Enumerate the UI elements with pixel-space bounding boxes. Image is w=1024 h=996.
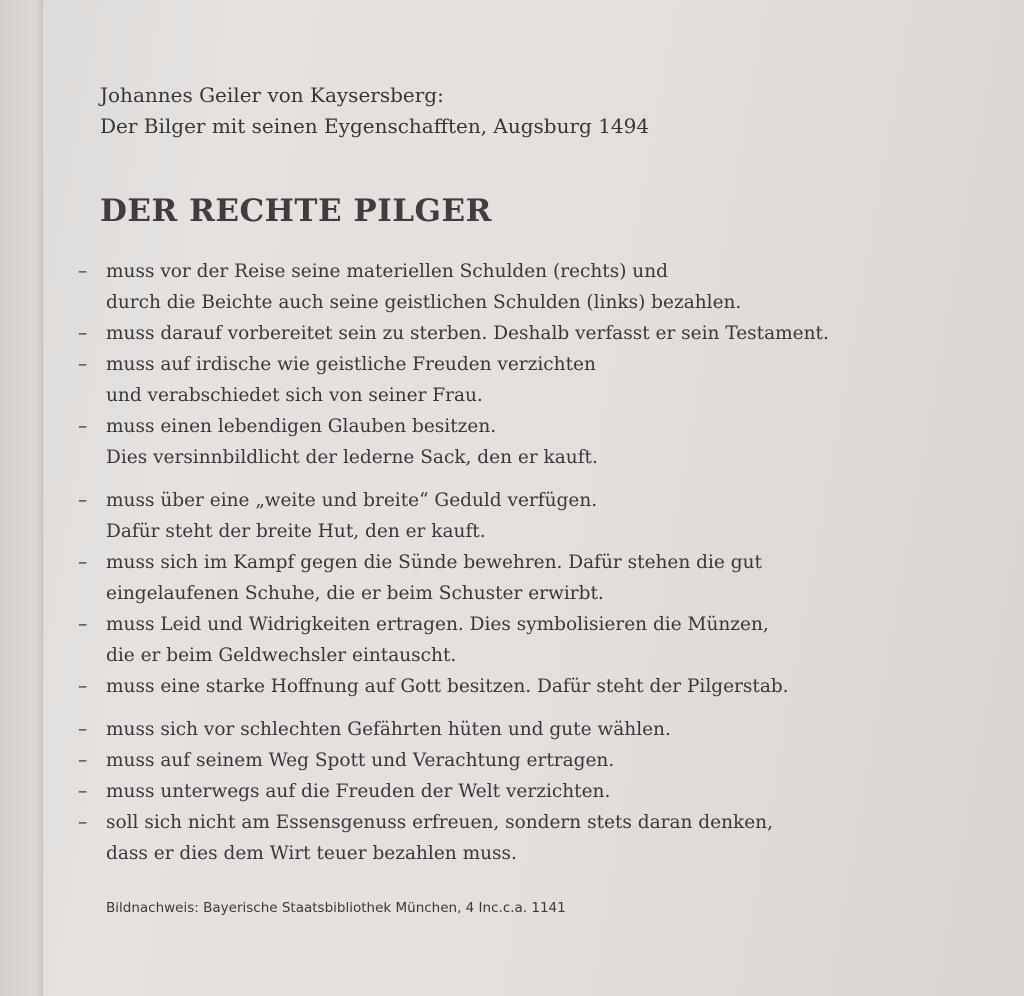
list-item <box>78 671 998 702</box>
list-item-line: muss auf irdische wie geistliche Freuden verzichten <box>106 354 596 375</box>
list-item <box>78 547 998 609</box>
list-item-line: dass er dies dem Wirt teuer bezahlen muss. <box>106 843 517 864</box>
panel-divider-line <box>42 0 43 996</box>
list-item <box>78 318 998 349</box>
list-item-line: soll sich nicht am Essensgenuss erfreuen, sondern stets daran denken, <box>106 812 773 833</box>
list-item-line: muss eine starke Hoffnung auf Gott besitzen. Dafür steht der Pilgerstab. <box>106 676 789 697</box>
list-item-line: muss sich im Kampf gegen die Sünde bewehren. Dafür stehen die gut <box>106 552 762 573</box>
list-item-line: muss einen lebendigen Glauben besitzen. <box>106 416 497 437</box>
image-credit: Bildnachweis: Bayerische Staatsbibliothek München, 4 Inc.c.a. 1141 <box>106 900 566 916</box>
panel-edge <box>0 0 42 996</box>
list-item <box>78 256 998 318</box>
list-item-line: Dies versinnbildlicht der lederne Sack, den er kauft. <box>106 447 598 468</box>
list-item <box>78 776 998 807</box>
list-item <box>78 745 998 776</box>
dash-marker: – <box>78 750 88 771</box>
dash-marker: – <box>78 490 88 511</box>
list-item <box>78 609 998 671</box>
list-item-line: die er beim Geldwechsler eintauscht. <box>106 645 457 666</box>
dash-marker: – <box>78 416 88 437</box>
pilgrim-requirements-list <box>78 256 998 869</box>
dash-marker: – <box>78 261 88 282</box>
list-item-line: muss sich vor schlechten Gefährten hüten und gute wählen. <box>106 719 671 740</box>
dash-marker: – <box>78 614 88 635</box>
list-item <box>78 411 998 473</box>
list-item-line: muss Leid und Widrigkeiten ertragen. Dies symbolisieren die Münzen, <box>106 614 769 635</box>
list-item-line: eingelaufenen Schuhe, die er beim Schuster erwirbt. <box>106 583 604 604</box>
page-title: DER RECHTE PILGER <box>100 193 492 229</box>
list-item-line: und verabschiedet sich von seiner Frau. <box>106 385 483 406</box>
list-item-line: muss über eine „weite und breite“ Geduld verfügen. <box>106 490 598 511</box>
dash-marker: – <box>78 354 88 375</box>
source-header <box>100 80 649 142</box>
dash-marker: – <box>78 676 88 697</box>
work-line: Der Bilger mit seinen Eygenschafften, Augsburg 1494 <box>100 114 650 138</box>
list-item <box>78 807 998 869</box>
author-line: Johannes Geiler von Kaysersberg: <box>100 83 444 107</box>
list-item-line: muss auf seinem Weg Spott und Verachtung ertragen. <box>106 750 615 771</box>
dash-marker: – <box>78 719 88 740</box>
dash-marker: – <box>78 323 88 344</box>
list-item-line: muss unterwegs auf die Freuden der Welt verzichten. <box>106 781 611 802</box>
dash-marker: – <box>78 812 88 833</box>
dash-marker: – <box>78 552 88 573</box>
list-item-line: Dafür steht der breite Hut, den er kauft. <box>106 521 486 542</box>
list-item-line: durch die Beichte auch seine geistlichen Schulden (links) bezahlen. <box>106 292 742 313</box>
list-item <box>78 349 998 411</box>
list-item <box>78 714 998 745</box>
list-item-line: muss vor der Reise seine materiellen Schulden (rechts) und <box>106 261 668 282</box>
dash-marker: – <box>78 781 88 802</box>
list-item-line: muss darauf vorbereitet sein zu sterben. Deshalb verfasst er sein Testament. <box>106 323 829 344</box>
list-item <box>78 485 998 547</box>
